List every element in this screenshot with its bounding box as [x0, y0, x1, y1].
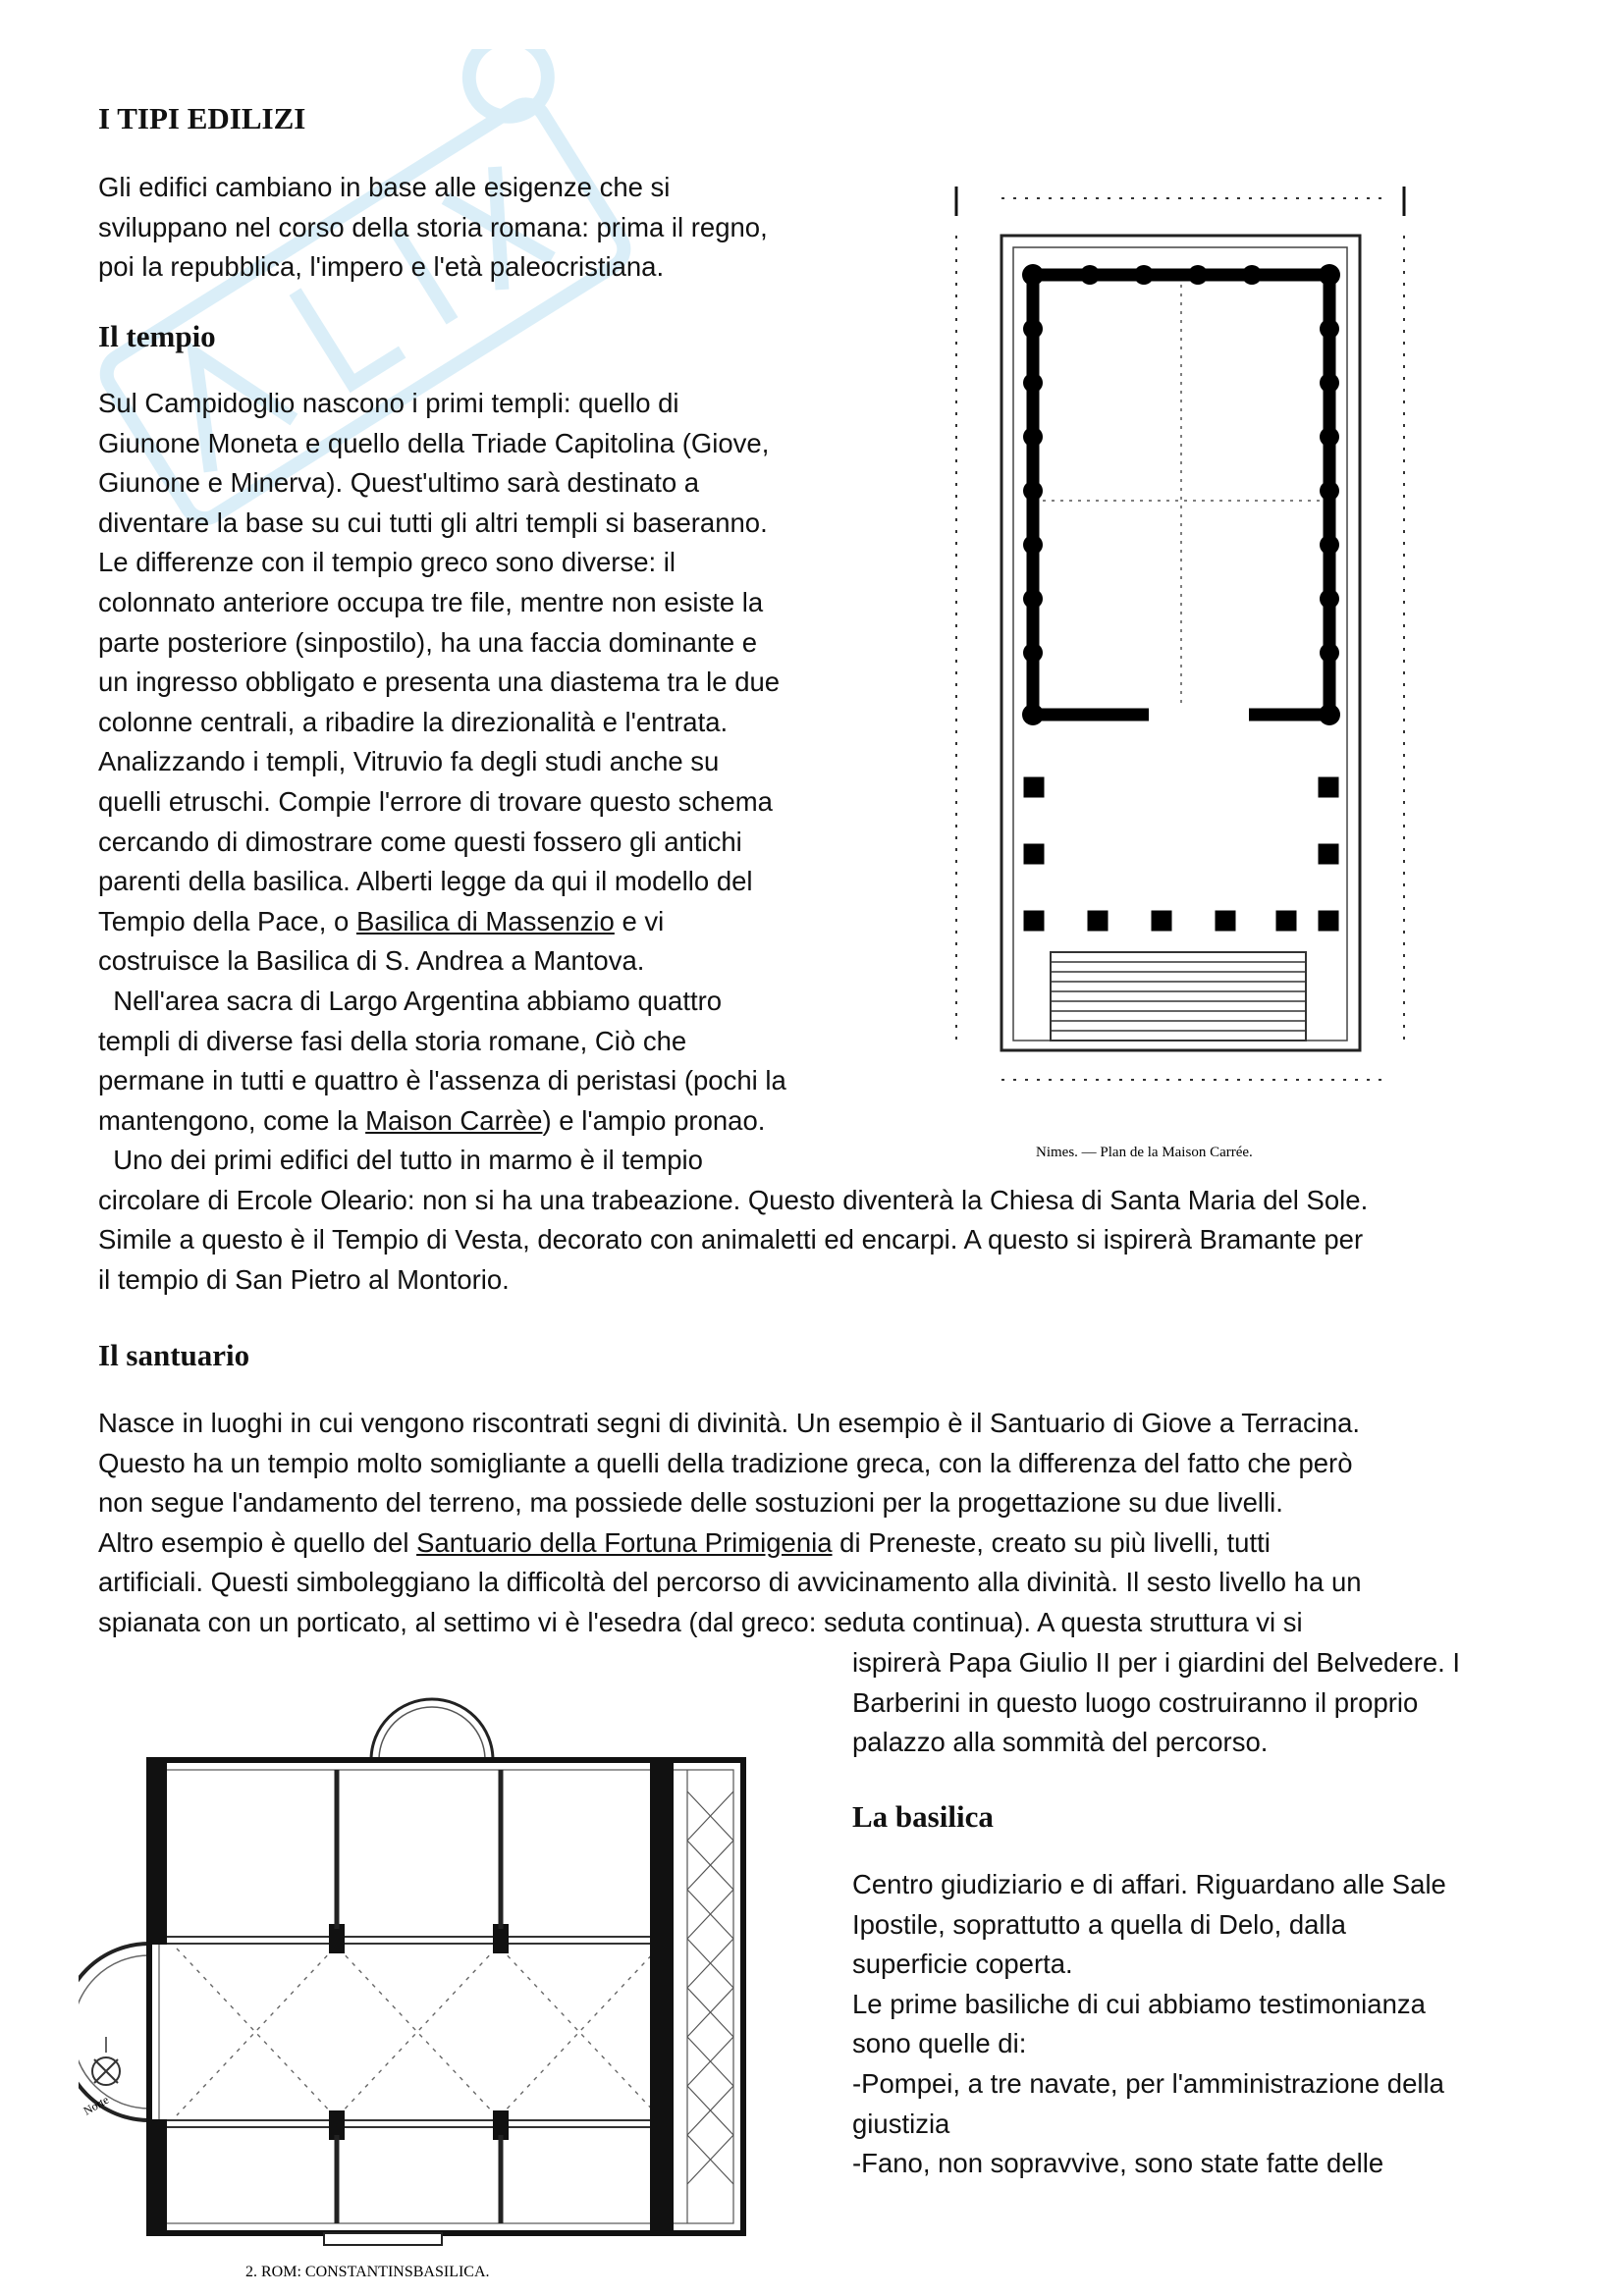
section-heading-tempio: Il tempio: [98, 319, 216, 353]
santuario-continuation: [852, 1643, 1460, 1763]
text-line: Sul Campidoglio nascono i primi templi: quello di: [98, 388, 679, 418]
text-line: Ipostile, soprattutto a quella di Delo, dalla: [852, 1908, 1346, 1940]
maison-carree-plan-figure: [943, 177, 1414, 1168]
text-line: Questo ha un tempio molto somigliante a quelli della tradizione greca, con la differenza del fatto che però: [98, 1447, 1353, 1478]
link-santuario-fortuna-primigenia[interactable]: Santuario della Fortuna Primigenia: [416, 1526, 833, 1558]
text-line: spianata con un porticato, al settimo vi è l'esedra (dal greco: seduta continua). A questa struttura vi si: [98, 1606, 1303, 1637]
text-line: palazzo alla sommità del percorso.: [852, 1727, 1269, 1758]
text-line: circolare di Ercole Oleario: non si ha una trabeazione. Questo diventerà la Chiesa di Santa Maria del Sole.: [98, 1184, 1369, 1215]
link-basilica-massenzio[interactable]: Basilica di Massenzio: [355, 905, 615, 936]
text-line: cercando di dimostrare come questi fossero gli antichi: [98, 826, 742, 857]
basilica-plan-caption: 2. ROM: CONSTANTINSBASILICA.: [245, 2264, 490, 2280]
text-line: templi di diverse fasi della storia romane, Ciò che: [98, 1025, 687, 1056]
text-line: Le differenze con il tempio greco sono diverse: il: [98, 547, 676, 578]
text-line: giustizia: [852, 2108, 950, 2139]
text-line: parte posteriore (sinpostilo), ha una faccia dominante e: [98, 626, 758, 658]
text-line: colonnato anteriore occupa tre file, mentre non esiste la: [98, 586, 764, 617]
text-line: [98, 1523, 1362, 1564]
text-line: Analizzando i templi, Vitruvio fa degli studi anche su: [98, 746, 720, 777]
text-line: Centro giudiziario e di affari. Riguardano alle Sale: [852, 1869, 1446, 1899]
text-fragment: mantengono, come la: [98, 1104, 366, 1136]
text-line: Le prime basiliche di cui abbiamo testimonianza: [852, 1988, 1426, 2019]
page-title: I TIPI EDILIZI: [98, 101, 306, 135]
text-line: Nell'area sacra di Largo Argentina abbiamo quattro: [98, 985, 723, 1016]
text-line: permane in tutti e quattro è l'assenza di peristasi (pochi la: [98, 1065, 786, 1096]
text-line: ispirerà Papa Giulio II per i giardini del Belvedere. I: [852, 1647, 1461, 1678]
santuario-paragraph: [98, 1404, 1362, 1643]
text-line: superficie coperta.: [852, 1949, 1073, 1980]
text-line: Barberini in questo luogo costruiranno il proprio: [852, 1686, 1419, 1718]
text-line: Uno dei primi edifici del tutto in marmo è il tempio: [98, 1145, 703, 1176]
north-label: Norte: [81, 2092, 112, 2118]
text-fragment: di Preneste, creato su più livelli, tutti: [832, 1526, 1271, 1558]
basilica-paragraph: [852, 1865, 1446, 2184]
text-line: parenti della basilica. Alberti legge da qui il modello del: [98, 866, 753, 897]
text-line: poi la repubblica, l'impero e l'età paleocristiana.: [98, 251, 665, 283]
text-line: sviluppano nel corso della storia romana: prima il regno,: [98, 211, 768, 242]
text-line: quelli etruschi. Compie l'errore di trovare questo schema: [98, 785, 773, 817]
text-line: Simile a questo è il Tempio di Vesta, decorato con animaletti ed encarpi. A questo si ispirerà Bramante per: [98, 1224, 1364, 1255]
basilica-massenzio-plan-figure: [79, 1683, 825, 2282]
maison-carree-caption: Nimes. — Plan de la Maison Carrée.: [1036, 1145, 1253, 1160]
text-line: costruisce la Basilica di S. Andrea a Mantova.: [98, 945, 645, 977]
text-line: sono quelle di:: [852, 2028, 1027, 2059]
text-line: colonne centrali, a ribadire la direzionalità e l'entrata.: [98, 706, 729, 737]
text-line: artificiali. Questi simboleggiano la difficoltà del percorso di avvicinamento alla divinità. Il sesto livello ha un: [98, 1567, 1362, 1598]
text-fragment: Tempio della Pace, o: [98, 905, 356, 936]
text-fragment: e vi: [614, 905, 665, 936]
text-line: Giunone Moneta e quello della Triade Capitolina (Giove,: [98, 427, 770, 458]
section-heading-basilica: La basilica: [852, 1799, 994, 1834]
text-line: un ingresso obbligato e presenta una diastema tra le due: [98, 667, 781, 698]
text-line: Gli edifici cambiano in base alle esigenze che si: [98, 172, 671, 202]
section-heading-santuario: Il santuario: [98, 1338, 250, 1372]
text-line: il tempio di San Pietro al Montorio.: [98, 1264, 510, 1296]
intro-paragraph: [98, 168, 768, 288]
link-maison-carree[interactable]: Maison Carrèe: [365, 1104, 543, 1136]
text-line: -Fano, non sopravvive, sono state fatte delle: [852, 2148, 1384, 2179]
text-line: Nasce in luoghi in cui vengono riscontrati segni di divinità. Un esempio è il Santuario di Giove a Terracina.: [98, 1408, 1361, 1438]
text-fragment: Altro esempio è quello del: [98, 1526, 417, 1558]
text-line: non segue l'andamento del terreno, ma possiede delle sostuzioni per la progettazione su due livelli.: [98, 1487, 1283, 1519]
text-line: Giunone e Minerva). Quest'ultimo sarà destinato a: [98, 467, 700, 499]
text-line: -Pompei, a tre navate, per l'amministrazione della: [852, 2067, 1444, 2099]
text-line: diventare la base su cui tutti gli altri templi si baseranno.: [98, 507, 768, 538]
text-fragment: ) e l'ampio pronao.: [542, 1104, 766, 1136]
compass-icon: [92, 2037, 120, 2085]
